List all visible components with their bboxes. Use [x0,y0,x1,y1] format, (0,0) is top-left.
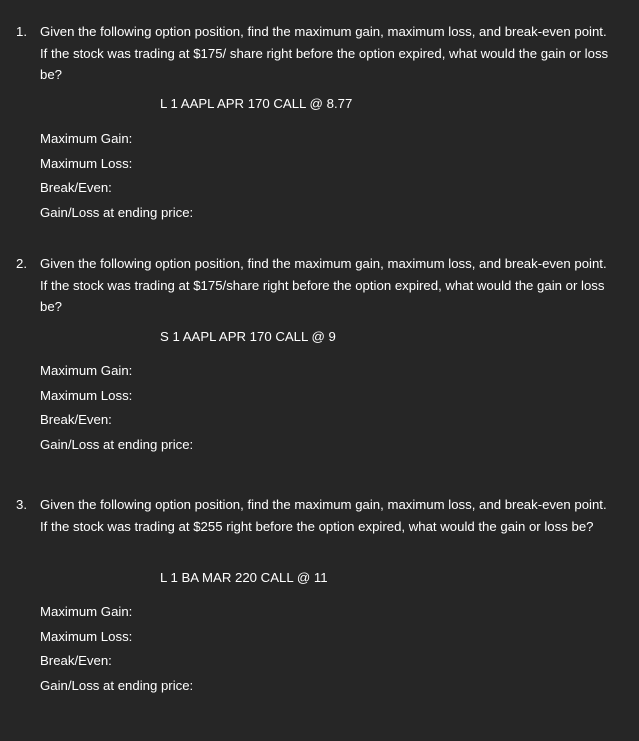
gain-loss-label: Gain/Loss at ending price: [40,437,194,452]
maximum-loss-label: Maximum Loss: [40,388,133,403]
break-even-label: Break/Even: [40,653,112,668]
question-number: 1. [16,24,27,39]
maximum-gain-label: Maximum Gain: [40,131,133,146]
question-text: Given the following option position, find the maximum gain, maximum loss, and break-even point. If the stock was trading at $175/ share right before the option expired, what would the gain or loss be? [40,24,609,82]
maximum-gain-label: Maximum Gain: [40,604,133,619]
option-position: L 1 AAPL APR 170 CALL @ 8.77 [160,96,353,111]
question-text: Given the following option position, find the maximum gain, maximum loss, and break-even point. If the stock was trading at $175/share right before the option expired, what would the gain or loss be? [40,256,607,314]
question-number: 3. [16,497,27,512]
option-position: S 1 AAPL APR 170 CALL @ 9 [160,329,336,344]
question-number: 2. [16,256,27,271]
break-even-label: Break/Even: [40,180,112,195]
gain-loss-label: Gain/Loss at ending price: [40,205,194,220]
question-text: Given the following option position, find the maximum gain, maximum loss, and break-even point. If the stock was trading at $255 right before the option expired, what would the gain or loss be? [40,497,607,534]
maximum-loss-label: Maximum Loss: [40,629,133,644]
gain-loss-label: Gain/Loss at ending price: [40,678,194,693]
break-even-label: Break/Even: [40,412,112,427]
maximum-gain-label: Maximum Gain: [40,363,133,378]
option-position: L 1 BA MAR 220 CALL @ 11 [160,570,328,585]
maximum-loss-label: Maximum Loss: [40,156,133,171]
